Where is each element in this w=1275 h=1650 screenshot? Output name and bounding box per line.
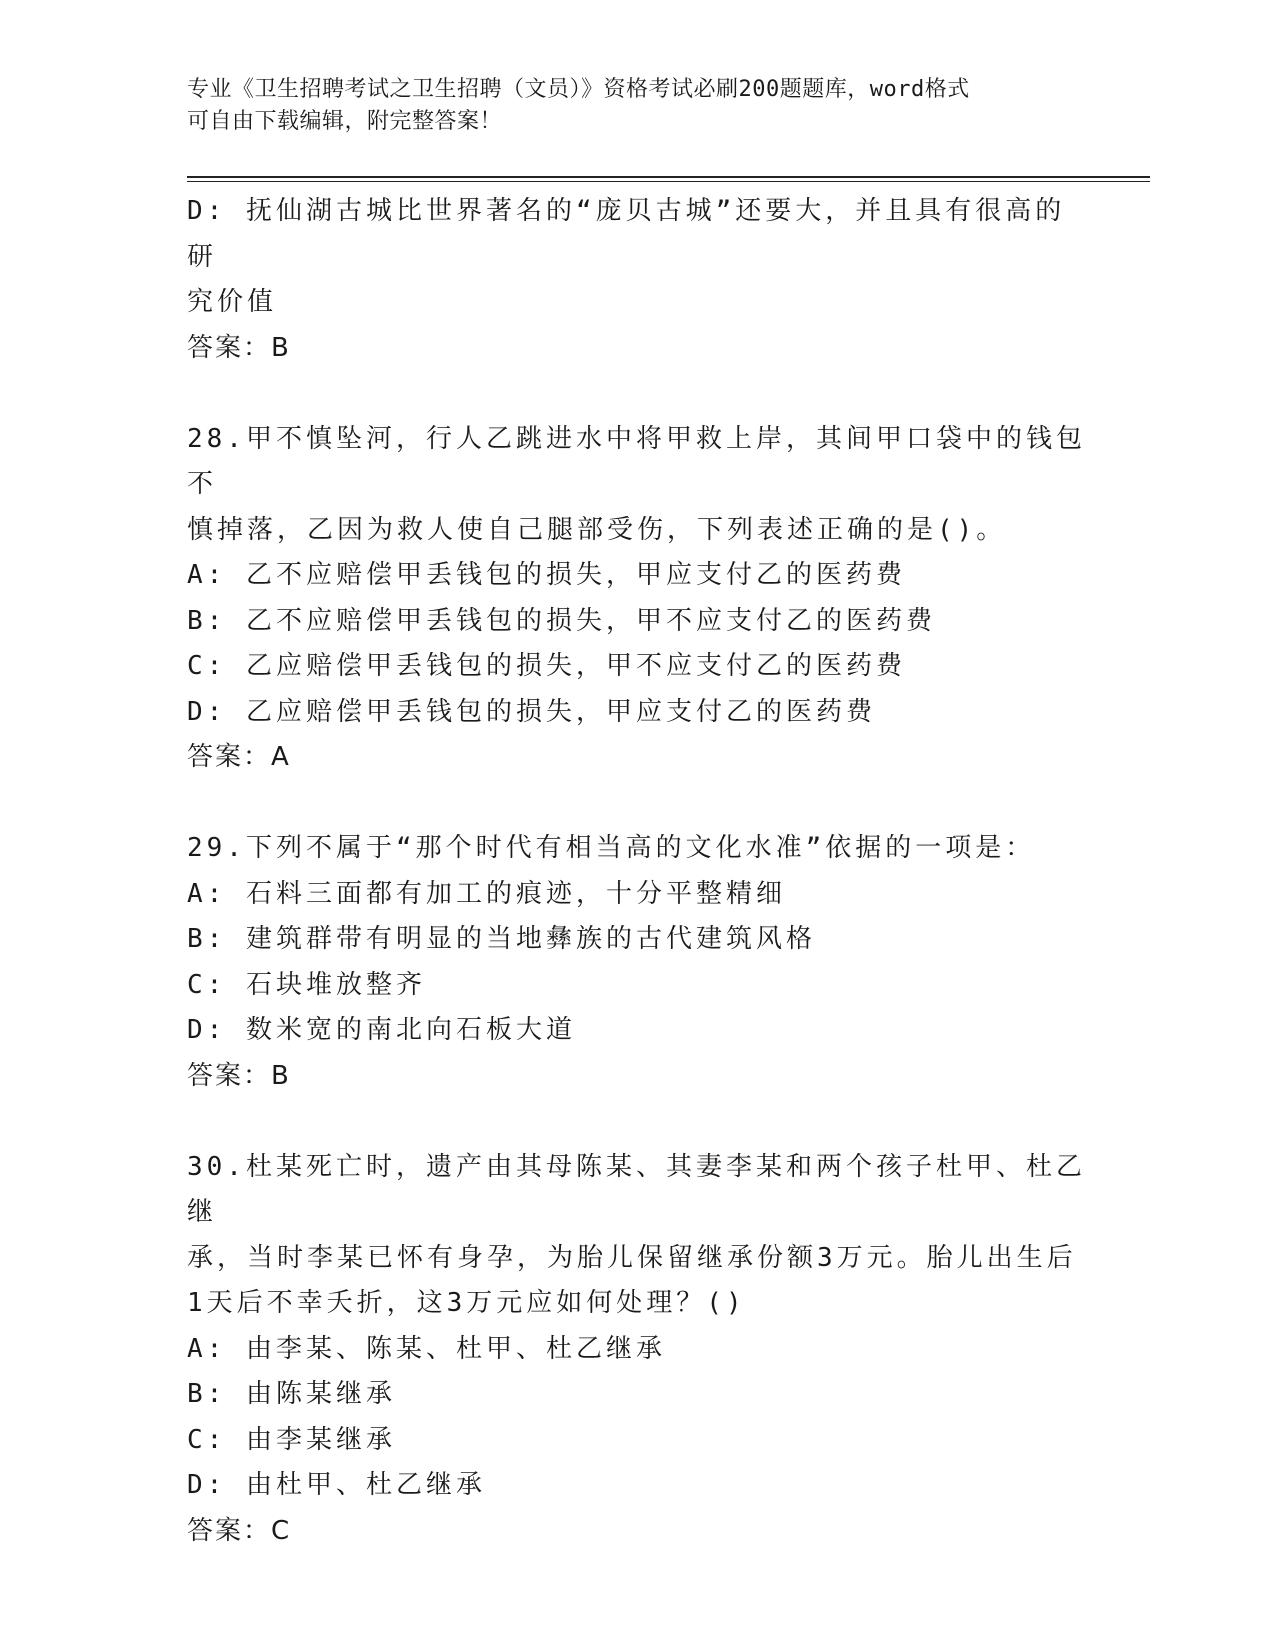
question-27-tail xyxy=(187,189,1087,371)
option-d: D: 乙应赔偿甲丢钱包的损失，甲应支付乙的医药费 xyxy=(187,696,876,727)
header-line-1: 专业《卫生招聘考试之卫生招聘（文员）》资格考试必刷200题题库，word格式 xyxy=(187,77,970,102)
question-30 xyxy=(187,1145,1087,1555)
option-a: A: 乙不应赔偿甲丢钱包的损失，甲应支付乙的医药费 xyxy=(187,560,906,590)
option-a: A: 由李某、陈某、杜甲、杜乙继承 xyxy=(187,1333,666,1364)
answer-line: 答案：C xyxy=(187,1515,292,1546)
option-d: D: 由杜甲、杜乙继承 xyxy=(187,1470,486,1500)
option-b: B: 由陈某继承 xyxy=(187,1379,396,1409)
question-stem: 30.杜某死亡时，遗产由其母陈某、其妻李某和两个孩子杜甲、杜乙继 xyxy=(187,1151,1086,1227)
option-a: A: 石料三面都有加工的痕迹，十分平整精细 xyxy=(187,878,786,909)
question-stem-continued: 1天后不幸夭折，这3万元应如何处理？() xyxy=(187,1288,746,1318)
option-d: D: 数米宽的南北向石板大道 xyxy=(187,1015,576,1045)
spacer xyxy=(187,1099,1087,1145)
question-29 xyxy=(187,826,1087,1099)
question-stem-continued: 慎掉落，乙因为救人使自己腿部受伤，下列表述正确的是()。 xyxy=(187,514,1007,545)
answer-line: 答案：A xyxy=(187,742,291,772)
question-28 xyxy=(187,417,1087,781)
option-c: C: 石块堆放整齐 xyxy=(187,969,426,1000)
spacer xyxy=(187,371,1087,417)
option-d: D: 抚仙湖古城比世界著名的“庞贝古城”还要大，并且具有很高的研 xyxy=(187,196,1066,272)
header-rule-thin xyxy=(187,181,1150,182)
question-stem-continued: 承，当时李某已怀有身孕，为胎儿保留继承份额3万元。胎儿出生后 xyxy=(187,1242,1077,1273)
page-header xyxy=(187,74,1067,138)
answer-line: 答案：B xyxy=(187,332,291,363)
header-rule-thick xyxy=(187,176,1150,178)
answer-line: 答案：B xyxy=(187,1060,291,1091)
option-c: C: 由李某继承 xyxy=(187,1424,396,1455)
document-body xyxy=(187,189,1087,1554)
question-stem: 29.下列不属于“那个时代有相当高的文化水准”依据的一项是： xyxy=(187,833,1036,863)
header-line-2: 可自由下载编辑，附完整答案！ xyxy=(187,109,503,134)
option-b: B: 乙不应赔偿甲丢钱包的损失，甲不应支付乙的医药费 xyxy=(187,605,936,636)
question-stem: 28.甲不慎坠河，行人乙跳进水中将甲救上岸，其间甲口袋中的钱包不 xyxy=(187,423,1086,499)
option-d-continued: 究价值 xyxy=(187,287,278,317)
option-c: C: 乙应赔偿甲丢钱包的损失，甲不应支付乙的医药费 xyxy=(187,651,906,681)
option-b: B: 建筑群带有明显的当地彝族的古代建筑风格 xyxy=(187,924,816,954)
spacer xyxy=(187,781,1087,827)
